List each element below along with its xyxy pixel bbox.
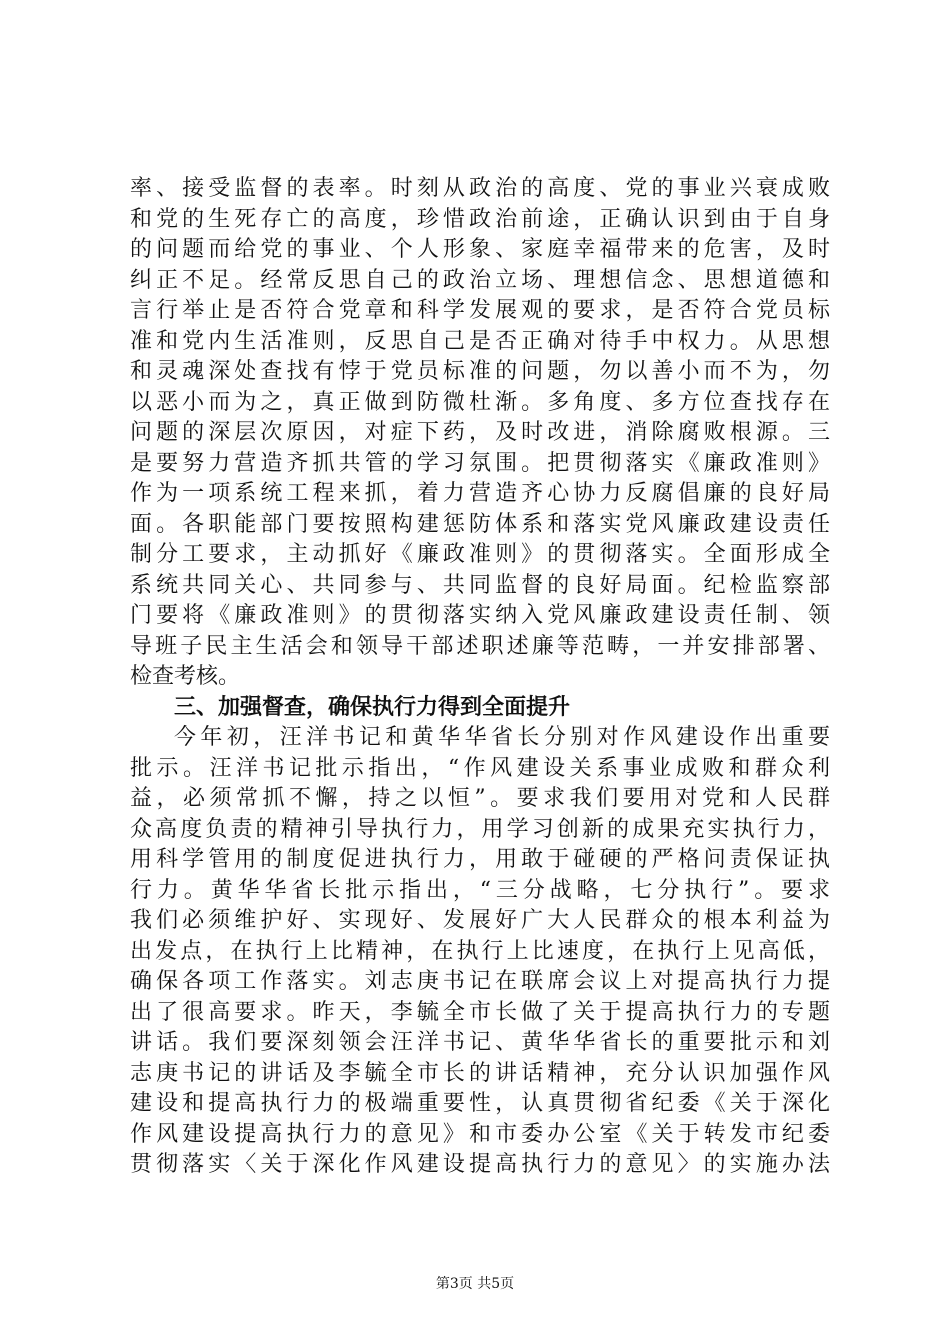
text-line: 言行举止是否符合党章和科学发展观的要求，是否符合党员标 (130, 298, 830, 323)
text-line: 贯彻落实〈关于深化作风建设提高执行力的意见〉的实施办法 (130, 1152, 830, 1177)
text-line: 以恶小而为之，真正做到防微杜渐。多角度、多方位查找存在 (130, 389, 830, 415)
text-line: 系统共同关心、共同参与、共同监督的良好局面。纪检监察部 (130, 572, 830, 598)
text-line: 今年初，汪洋书记和黄华华省长分别对作风建设作出重要 (174, 725, 830, 750)
text-line: 批示。汪洋书记批示指出，“作风建设关系事业成败和群众利 (130, 755, 830, 781)
text-line: 出了很高要求。昨天，李毓全市长做了关于提高执行力的专题 (130, 999, 830, 1025)
text-line: 率、接受监督的表率。时刻从政治的高度、党的事业兴衰成败 (130, 176, 830, 201)
page-footer: 第3页 共5页 (435, 1276, 515, 1292)
text-line: 面。各职能部门要按照构建惩防体系和落实党风廉政建设责任 (130, 511, 830, 537)
text-line: 制分工要求，主动抓好《廉政准则》的贯彻落实。全面形成全 (130, 542, 830, 567)
text-line: 准和党内生活准则，反思自己是否正确对待手中权力。从思想 (130, 328, 830, 354)
text-line: 建设和提高执行力的极端重要性，认真贯彻省纪委《关于深化 (130, 1091, 830, 1116)
text-line: 作风建设提高执行力的意见》和市委办公室《关于转发市纪委 (130, 1121, 830, 1147)
text-line: 用科学管用的制度促进执行力，用敢于碰硬的严格问责保证执 (130, 847, 830, 872)
text-line: 志庚书记的讲话及李毓全市长的讲话精神，充分认识加强作风 (130, 1060, 830, 1086)
text-line: 讲话。我们要深刻领会汪洋书记、黄华华省长的重要批示和刘 (130, 1030, 830, 1055)
text-line: 众高度负责的精神引导执行力，用学习创新的成果充实执行力， (130, 816, 830, 842)
text-line: 行力。黄华华省长批示指出，“三分战略，七分执行”。要求 (130, 877, 830, 903)
body-text (130, 174, 830, 1181)
text-line: 检查考核。 (130, 664, 241, 689)
text-line: 出发点，在执行上比精神，在执行上比速度，在执行上见高低， (130, 938, 830, 964)
text-line: 问题的深层次原因，对症下药，及时改进，消除腐败根源。三 (130, 420, 830, 445)
text-line: 是要努力营造齐抓共管的学习氛围。把贯彻落实《廉政准则》 (130, 450, 830, 476)
text-line: 和党的生死存亡的高度，珍惜政治前途，正确认识到由于自身 (130, 206, 830, 232)
text-line: 我们必须维护好、实现好、发展好广大人民群众的根本利益为 (130, 908, 830, 933)
text-line: 导班子民主生活会和领导干部述职述廉等范畴，一并安排部署、 (130, 633, 830, 659)
section-heading: 三、加强督查，确保执行力得到全面提升 (174, 694, 571, 720)
text-line: 确保各项工作落实。刘志庚书记在联席会议上对提高执行力提 (130, 969, 830, 994)
text-line: 的问题而给党的事业、个人形象、家庭幸福带来的危害，及时 (130, 237, 830, 262)
text-line: 益，必须常抓不懈，持之以恒”。要求我们要用对党和人民群 (130, 786, 830, 811)
text-line: 和灵魂深处查找有悖于党员标准的问题，勿以善小而不为，勿 (130, 359, 830, 384)
text-line: 门要将《廉政准则》的贯彻落实纳入党风廉政建设责任制、领 (130, 603, 830, 628)
text-line: 纠正不足。经常反思自己的政治立场、理想信念、思想道德和 (130, 267, 830, 293)
text-line: 作为一项系统工程来抓，着力营造齐心协力反腐倡廉的良好局 (130, 481, 830, 506)
